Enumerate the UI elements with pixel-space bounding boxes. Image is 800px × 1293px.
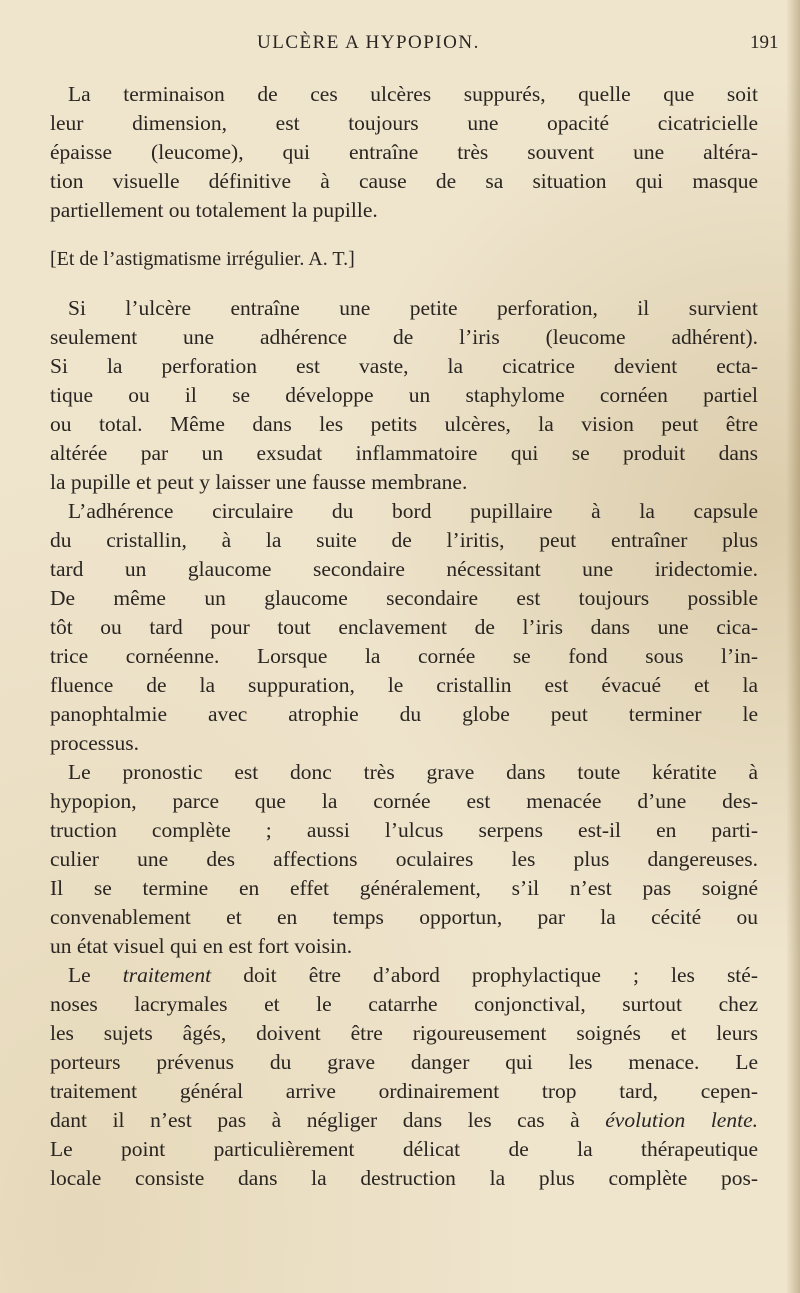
- text-line: tion visuelle définitive à cause de sa situation qui masque: [50, 169, 758, 193]
- text-line: Il se termine en effet généralement, s’il n’est pas soigné: [50, 876, 758, 900]
- text-line: truction complète ; aussi l’ulcus serpens est-il en parti-: [50, 818, 758, 842]
- text-line: [50, 961, 758, 990]
- text-line: [Et de l’astigmatisme irrégulier. A. T.]: [50, 248, 355, 270]
- text-line: un état visuel qui en est fort voisin.: [50, 934, 353, 958]
- text-line: Le point particulièrement délicat de la thérapeutique: [50, 1137, 758, 1161]
- text-line: Si la perforation est vaste, la cicatrice devient ecta-: [50, 354, 758, 378]
- translator-note: [50, 245, 758, 274]
- emphasis-traitement: traitement: [122, 963, 212, 987]
- text-line: fluence de la suppuration, le cristallin est évacué et la: [50, 673, 758, 697]
- text-line: locale consiste dans la destruction la plus complète pos-: [50, 1166, 758, 1190]
- page-body: [50, 80, 758, 1193]
- emphasis-evolution-lente: évolution lente.: [605, 1108, 758, 1132]
- text-line: épaisse (leucome), qui entraîne très souvent une altéra-: [50, 140, 758, 164]
- text-line: les sujets âgés, doivent être rigoureusement soignés et leurs: [50, 1021, 758, 1045]
- text-line: [50, 1106, 758, 1135]
- text-line: du cristallin, à la suite de l’iritis, peut entraîner plus: [50, 528, 758, 552]
- paragraph-terminaison: [50, 80, 758, 225]
- text-line: ou total. Même dans les petits ulcères, la vision peut être: [50, 412, 758, 436]
- text-line: La terminaison de ces ulcères suppurés, quelle que soit: [68, 82, 758, 106]
- text-line: culier une des affections oculaires les plus dangereuses.: [50, 847, 758, 871]
- text-line: Le pronostic est donc très grave dans toute kératite à: [68, 760, 758, 784]
- paragraph-traitement: [50, 961, 758, 1193]
- text-fragment: doit être d’abord prophylactique ; les sté-: [211, 963, 758, 987]
- text-line: trice cornéenne. Lorsque la cornée se fond sous l’in-: [50, 644, 758, 668]
- page-edge-shadow: [786, 0, 800, 1293]
- running-title: ULCÈRE A HYPOPION.: [257, 32, 480, 53]
- text-line: tôt ou tard pour tout enclavement de l’iris dans une cica-: [50, 615, 758, 639]
- text-line: hypopion, parce que la cornée est menacée d’une des-: [50, 789, 758, 813]
- text-line: L’adhérence circulaire du bord pupillaire à la capsule: [68, 499, 758, 523]
- text-line: De même un glaucome secondaire est toujours possible: [50, 586, 758, 610]
- text-line: la pupille et peut y laisser une fausse membrane.: [50, 470, 468, 494]
- text-line: noses lacrymales et le catarrhe conjonctival, surtout chez: [50, 992, 758, 1016]
- text-line: porteurs prévenus du grave danger qui les menace. Le: [50, 1050, 758, 1074]
- text-line: partiellement ou totalement la pupille.: [50, 198, 378, 222]
- text-line: Si l’ulcère entraîne une petite perforation, il survient: [68, 296, 758, 320]
- paragraph-pronostic: [50, 758, 758, 961]
- text-line: leur dimension, est toujours une opacité cicatricielle: [50, 111, 758, 135]
- text-line: altérée par un exsudat inflammatoire qui se produit dans: [50, 441, 758, 465]
- page-number: 191: [750, 32, 779, 53]
- text-line: panophtalmie avec atrophie du globe peut terminer le: [50, 702, 758, 726]
- text-line: tard un glaucome secondaire nécessitant une iridectomie.: [50, 557, 758, 581]
- text-line: seulement une adhérence de l’iris (leucome adhérent).: [50, 325, 758, 349]
- text-line: tique ou il se développe un staphylome cornéen partiel: [50, 383, 758, 407]
- text-fragment: Le: [68, 963, 123, 987]
- paragraph-perforation: [50, 294, 758, 497]
- text-line: convenablement et en temps opportun, par la cécité ou: [50, 905, 758, 929]
- paragraph-adherence: [50, 497, 758, 758]
- text-fragment: dant il n’est pas à négliger dans les cas à: [50, 1108, 606, 1132]
- page-header: [0, 32, 800, 60]
- text-line: processus.: [50, 731, 139, 755]
- text-line: traitement général arrive ordinairement trop tard, cepen-: [50, 1079, 758, 1103]
